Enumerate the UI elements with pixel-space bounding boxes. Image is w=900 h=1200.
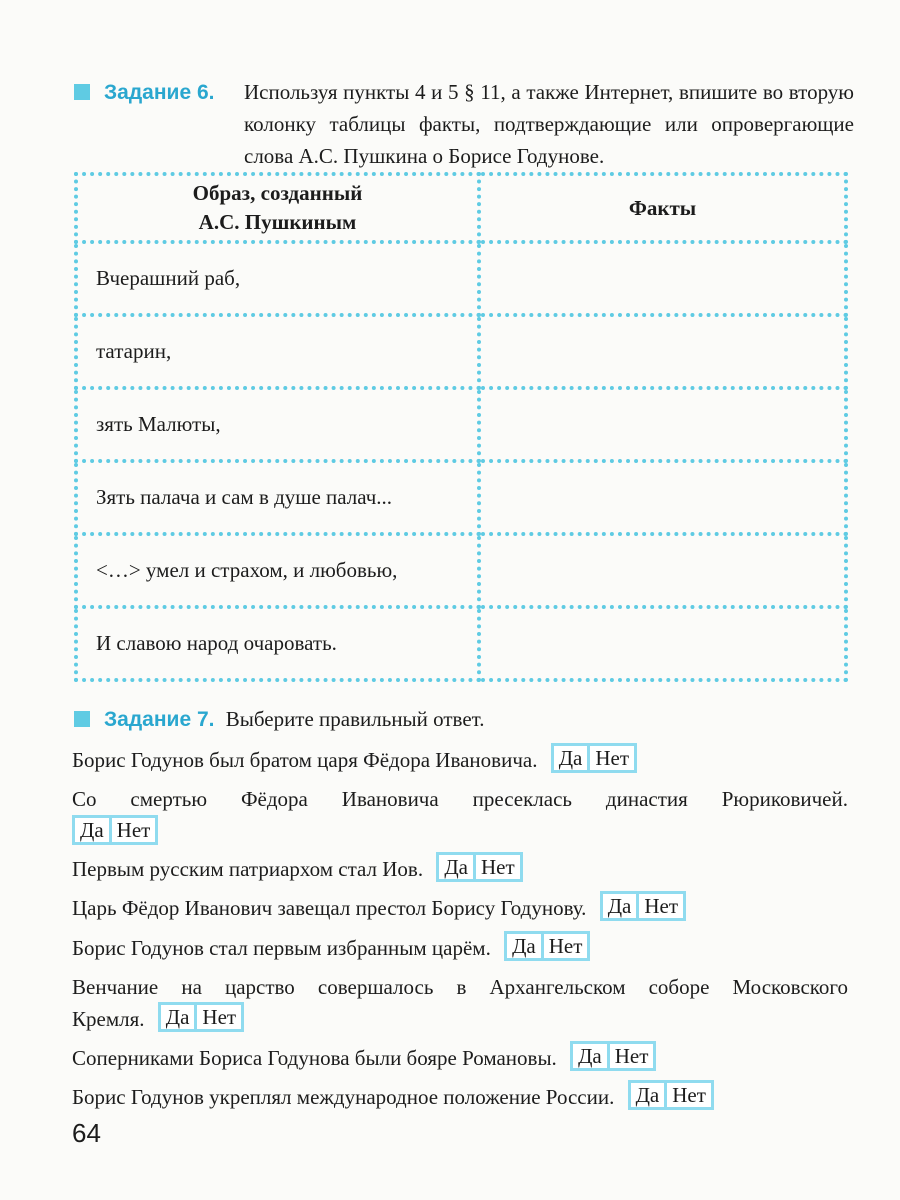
yes-option[interactable]: Да [165, 1005, 190, 1029]
question-text: Борис Годунов укреплял международное положение России. [72, 1085, 615, 1109]
table-row [76, 461, 846, 534]
task-6-instructions: Используя пункты 4 и 5 § 11, а также Интернет, впишите во вторую колонку таблицы факты, подтверждающие или опровергающие слова А.С. Пушкина о Борисе Годунове. [244, 80, 854, 168]
no-option[interactable]: Нет [194, 1005, 241, 1029]
facts-cell[interactable] [479, 534, 846, 607]
table-row [76, 242, 846, 315]
image-cell: зять Малюты, [76, 388, 479, 461]
no-option[interactable]: Нет [587, 746, 634, 770]
column-header-image-text: Образ, созданный А.С. Пушкиным [192, 181, 363, 234]
yes-option[interactable]: Да [512, 934, 536, 958]
question-text-continued: Кремля. [72, 1007, 145, 1031]
question-text: Венчание на царство совершалось в Архангельском соборе Московского [72, 975, 848, 999]
image-cell: <…> умел и страхом, и любовью, [76, 534, 479, 607]
column-header-facts: Факты [479, 174, 846, 242]
question-text: Борис Годунов стал первым избранным царём. [72, 936, 491, 960]
yes-no-choice [570, 1041, 656, 1071]
square-bullet-icon [74, 84, 90, 100]
yes-option[interactable]: Да [578, 1044, 602, 1068]
page-number: 64 [72, 1118, 101, 1148]
question-7 [72, 1041, 848, 1074]
no-option[interactable]: Нет [607, 1044, 654, 1068]
yes-no-choice [72, 815, 158, 845]
question-6-continued [72, 1002, 848, 1035]
image-cell: И славою народ очаровать. [76, 607, 479, 680]
task-7-heading [74, 703, 854, 736]
question-3 [72, 852, 848, 885]
table-row [76, 315, 846, 388]
question-6 [72, 971, 848, 1003]
task-6-label: Задание 6. [104, 81, 215, 104]
no-option[interactable]: Нет [109, 818, 156, 842]
no-option[interactable]: Нет [541, 934, 588, 958]
table-row [76, 388, 846, 461]
question-1 [72, 743, 848, 776]
facts-cell[interactable] [479, 315, 846, 388]
question-text: Царь Фёдор Иванович завещал престол Борису Годунову. [72, 896, 587, 920]
facts-cell[interactable] [479, 461, 846, 534]
task-7-label: Задание 7. [104, 708, 215, 731]
table-header-row [76, 174, 846, 242]
facts-cell[interactable] [479, 242, 846, 315]
no-option[interactable]: Нет [473, 855, 520, 879]
yes-no-choice [158, 1002, 244, 1032]
yes-option[interactable]: Да [635, 1083, 660, 1107]
yes-no-choice [600, 891, 686, 921]
yes-no-choice [504, 931, 590, 961]
no-option[interactable]: Нет [664, 1083, 711, 1107]
question-text: Первым русским патриархом стал Иов. [72, 857, 424, 881]
yes-option[interactable]: Да [558, 746, 583, 770]
question-8 [72, 1080, 848, 1113]
facts-cell[interactable] [479, 607, 846, 680]
question-4 [72, 891, 848, 924]
no-option[interactable]: Нет [636, 894, 683, 918]
facts-table [74, 172, 848, 682]
question-text: Соперниками Бориса Годунова были бояре Романовы. [72, 1046, 557, 1070]
table-row [76, 607, 846, 680]
question-2 [72, 783, 848, 815]
task-7-instructions: Выберите правильный ответ. [225, 707, 485, 731]
square-bullet-icon [74, 711, 90, 727]
image-cell: Зять палача и сам в душе палач... [76, 461, 479, 534]
yes-no-choice [628, 1080, 714, 1110]
table-row [76, 534, 846, 607]
yes-no-choice [436, 852, 522, 882]
question-text: Со смертью Фёдора Ивановича пресеклась династия Рюриковичей. [72, 787, 848, 811]
task-6-label-wrap [74, 76, 244, 172]
column-header-image [76, 174, 479, 242]
yes-option[interactable]: Да [80, 818, 104, 842]
yes-no-choice [551, 743, 637, 773]
image-cell: татарин, [76, 315, 479, 388]
question-2-answer-line [72, 815, 848, 848]
facts-cell[interactable] [479, 388, 846, 461]
yes-option[interactable]: Да [444, 855, 468, 879]
question-5 [72, 931, 848, 964]
question-text: Борис Годунов был братом царя Фёдора Ивановича. [72, 748, 538, 772]
image-cell: Вчерашний раб, [76, 242, 479, 315]
yes-option[interactable]: Да [607, 894, 632, 918]
task-6-heading [74, 76, 854, 172]
